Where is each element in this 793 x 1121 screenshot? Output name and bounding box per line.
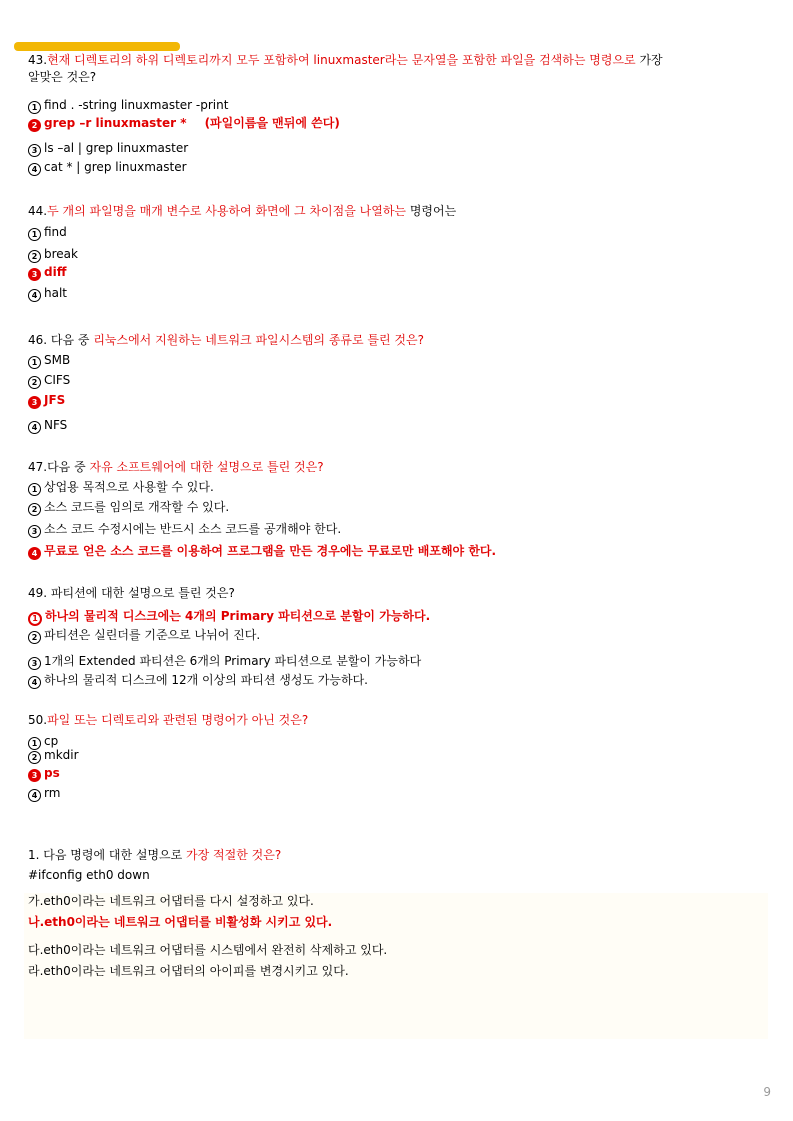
q43-option-3: 3 ls –al | grep linuxmaster: [28, 140, 188, 157]
option-number-marker: 3: [28, 657, 41, 670]
q50-option-4: 4 rm: [28, 785, 60, 802]
q1-option-3: 다.eth0이라는 네트워크 어댑터를 시스템에서 완전히 삭제하고 있다.: [28, 943, 388, 957]
option-number-marker: 4: [28, 421, 41, 434]
q1-option-1: 가.eth0이라는 네트워크 어댑터를 다시 설정하고 있다.: [28, 894, 314, 908]
q46-option-2: 2 CIFS: [28, 372, 70, 389]
q1-command: #ifconfig eth0 down: [28, 868, 150, 882]
q49-option-3: 3 1개의 Extended 파티션은 6개의 Primary 파티션으로 분할이 가능하다: [28, 653, 421, 670]
q47-question: 47.다음 중 자유 소프트웨어에 대한 설명으로 틀린 것은?: [28, 460, 324, 474]
q43-question: 43.현재 디렉토리의 하위 디렉토리까지 모두 포함하여 linuxmaster라는 문자열을 포함한 파일을 검색하는 명령으로 가장 알맞은 것은?: [28, 53, 663, 84]
option-number-marker: 1: [28, 737, 41, 750]
option-number-marker: 4: [28, 163, 41, 176]
q46-question: 46. 다음 중 리눅스에서 지원하는 네트워크 파일시스템의 종류로 틀린 것은?: [28, 333, 424, 347]
q47-option-1: 1 상업용 목적으로 사용할 수 있다.: [28, 479, 214, 496]
option-number-marker: 1: [28, 483, 41, 496]
option-number-marker: 3: [28, 525, 41, 538]
q50-option-1: 1 cp: [28, 733, 58, 750]
q46-option-4: 4 NFS: [28, 417, 67, 434]
option-number-marker: 1: [28, 356, 41, 369]
option-number-marker: 2: [28, 250, 41, 263]
q47-option-4: 4 무료로 얻은 소스 코드를 이용하여 프로그램을 만든 경우에는 무료로만 배포해야 한다.: [28, 543, 496, 560]
option-number-marker: 4: [28, 547, 41, 560]
option-number-marker: 1: [28, 228, 41, 241]
q49-question: 49. 파티션에 대한 설명으로 틀린 것은?: [28, 586, 235, 600]
page-number: 9: [763, 1085, 771, 1099]
q1-option-2: 나.eth0이라는 네트워크 어댑터를 비활성화 시키고 있다.: [28, 915, 333, 929]
q43-option-1: 1 find . -string linuxmaster -print: [28, 97, 228, 114]
option-number-marker: 4: [28, 789, 41, 802]
q47-option-2: 2 소스 코드를 임의로 개작할 수 있다.: [28, 499, 229, 516]
q43-option-2: 2 grep –r linuxmaster * (파일이름을 맨뒤에 쓴다): [28, 115, 340, 132]
q44-option-3: 3 diff: [28, 264, 66, 281]
option-number-marker: 3: [28, 396, 41, 409]
q50-question: 50.파일 또는 디렉토리와 관련된 명령어가 아닌 것은?: [28, 713, 309, 727]
q50-option-2: 2 mkdir: [28, 747, 79, 764]
option-number-marker: 3: [28, 769, 41, 782]
q46-option-3: 3 JFS: [28, 392, 65, 409]
highlight-bar: [14, 42, 180, 51]
option-number-marker: 2: [28, 376, 41, 389]
q44-option-4: 4 halt: [28, 285, 67, 302]
option-number-marker: 2: [28, 751, 41, 764]
q49-option-4: 4 하나의 물리적 디스크에 12개 이상의 파티션 생성도 가능하다.: [28, 672, 368, 689]
option-number-marker: 4: [28, 289, 41, 302]
option-number-marker: 2: [28, 631, 41, 644]
q44-option-1: 1 find: [28, 224, 67, 241]
q49-option-1: 1 하나의 물리적 디스크에는 4개의 Primary 파티션으로 분할이 가능하다.: [28, 608, 430, 626]
option-number-marker: 4: [28, 676, 41, 689]
q49-option-2: 2 파티션은 실린더를 기준으로 나뉘어 진다.: [28, 627, 260, 644]
q50-option-3: 3 ps: [28, 765, 60, 782]
q47-option-3: 3 소스 코드 수정시에는 반드시 소스 코드를 공개해야 한다.: [28, 521, 341, 538]
option-number-marker: 1: [28, 101, 41, 114]
option-number-marker: 2: [28, 119, 41, 132]
option-number-marker: 3: [28, 268, 41, 281]
q43-option-4: 4 cat * | grep linuxmaster: [28, 159, 187, 176]
option-number-marker: 3: [28, 144, 41, 157]
option-number-marker: 1: [28, 612, 42, 626]
q44-question: 44.두 개의 파일명을 매개 변수로 사용하여 화면에 그 차이점을 나열하는 명령어는: [28, 204, 457, 218]
q44-option-2: 2 break: [28, 246, 78, 263]
q1-question: 1. 다음 명령에 대한 설명으로 가장 적절한 것은?: [28, 848, 282, 862]
q1-option-4: 라.eth0이라는 네트워크 어댑터의 아이피를 변경시키고 있다.: [28, 964, 349, 978]
option-number-marker: 2: [28, 503, 41, 516]
q46-option-1: 1 SMB: [28, 352, 70, 369]
